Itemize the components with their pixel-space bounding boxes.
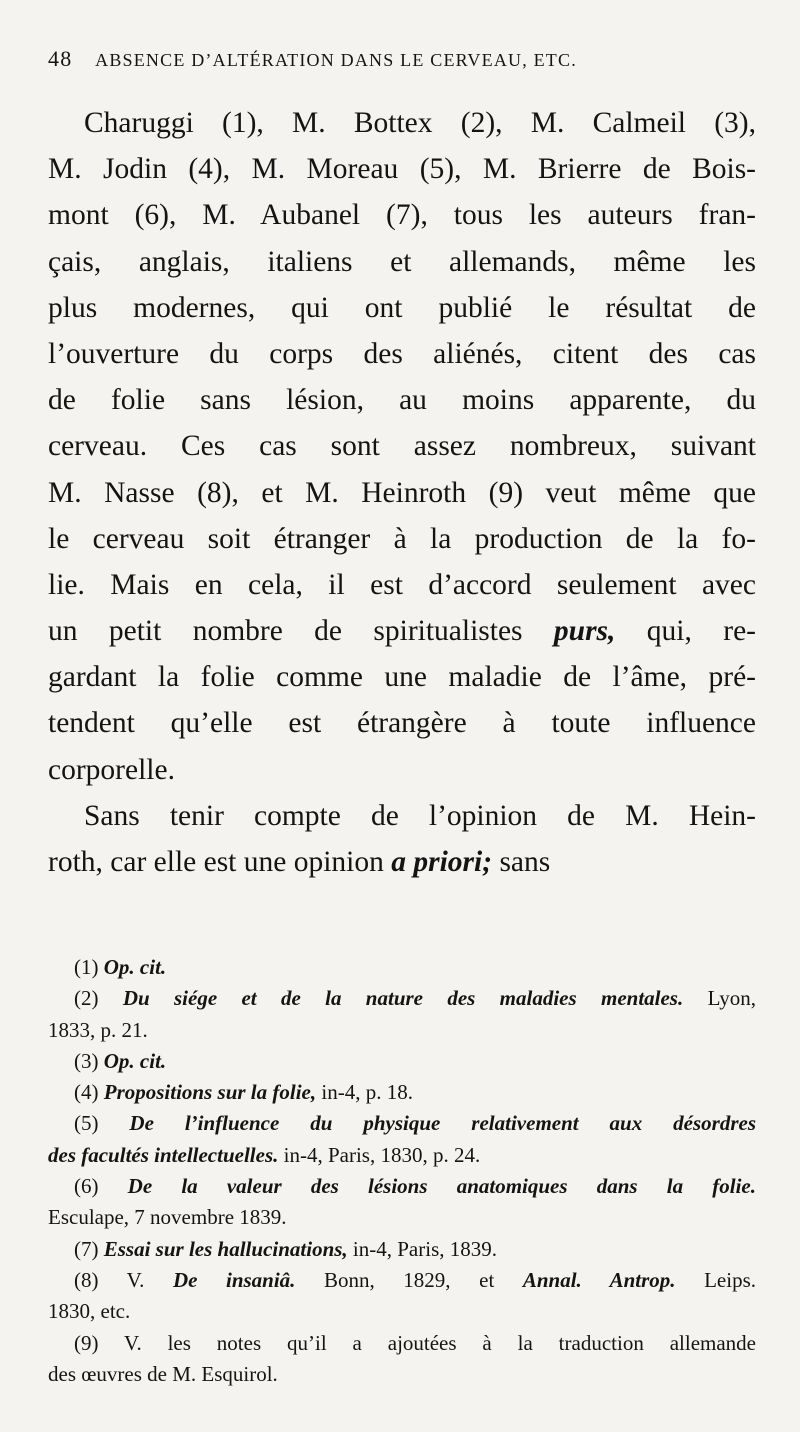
text-run: (9) V. les notes qu’il a ajoutées à la traduction allemande — [74, 1330, 756, 1355]
text-run: plus modernes, qui ont publié le résultat de — [48, 291, 756, 324]
italic-text: De l’influence du physique relativement aux désordres — [129, 1111, 756, 1136]
italic-text: Op. cit. — [103, 955, 167, 979]
italic-text: des facultés intellectuelles. — [48, 1142, 279, 1167]
text-run: cerveau. Ces cas sont assez nombreux, suivant — [48, 430, 756, 463]
footnotes — [48, 952, 756, 1390]
text-run: Esculape, 7 novembre 1839. — [48, 1205, 287, 1230]
text-line — [48, 470, 756, 516]
text-line — [48, 516, 756, 562]
text-run: qui, re- — [615, 615, 756, 648]
footnote-line — [48, 1234, 756, 1265]
text-line — [48, 100, 756, 146]
italic-text: a priori; — [391, 846, 493, 878]
text-line — [48, 331, 756, 377]
text-run: Bonn, 1829, et — [295, 1267, 523, 1292]
body-text — [48, 100, 756, 885]
running-header — [48, 46, 708, 72]
text-line — [48, 608, 756, 654]
text-run: (1) — [74, 955, 104, 979]
italic-text: Annal. Antrop. — [522, 1267, 676, 1292]
text-run: in-4, Paris, 1839. — [347, 1236, 497, 1261]
text-run: M. Nasse (8), et M. Heinroth (9) veut même que — [48, 476, 756, 509]
text-line — [48, 747, 756, 793]
text-run: (6) — [74, 1174, 128, 1199]
footnote-line — [48, 1140, 756, 1171]
italic-text: Propositions sur la folie, — [103, 1080, 317, 1105]
text-run: çais, anglais, italiens et allemands, même les — [48, 245, 756, 278]
text-run: Lyon, — [683, 986, 756, 1011]
text-run: sans — [492, 846, 551, 878]
text-run: M. Jodin (4), M. Moreau (5), M. Brierre de Bois- — [48, 153, 756, 186]
text-line — [48, 377, 756, 423]
text-line — [48, 285, 756, 331]
footnote-line — [48, 1077, 756, 1108]
footnote-line — [48, 1171, 756, 1202]
italic-text: De insaniâ. — [172, 1267, 296, 1292]
text-run: un petit nombre de spiritualistes — [48, 615, 554, 648]
text-run: corporelle. — [48, 753, 175, 786]
text-run: (5) — [74, 1111, 130, 1136]
text-run: (8) V. — [74, 1267, 173, 1292]
running-title: ABSENCE D’ALTÉRATION DANS LE CERVEAU, ETC. — [95, 50, 577, 70]
text-line — [48, 654, 756, 700]
text-run: in-4, Paris, 1830, p. 24. — [278, 1142, 481, 1167]
italic-text: De la valeur des lésions anatomiques dans la folie. — [127, 1174, 756, 1199]
italic-text: purs, — [553, 615, 616, 648]
text-run: Leips. — [675, 1267, 756, 1292]
text-run: (2) — [74, 986, 123, 1011]
text-line — [48, 423, 756, 469]
text-run: l’ouverture du corps des aliénés, citent des cas — [48, 337, 756, 370]
text-run: (3) — [74, 1048, 104, 1073]
text-line — [48, 700, 756, 746]
text-line — [48, 239, 756, 285]
text-line — [48, 146, 756, 192]
footnote-line — [48, 1328, 756, 1359]
text-run: roth, car elle est une opinion — [48, 846, 392, 878]
text-run: Sans tenir compte de l’opinion de M. Hein- — [84, 799, 756, 832]
footnote-line — [48, 1015, 756, 1046]
page-number: 48 — [48, 46, 73, 71]
text-line — [48, 839, 756, 885]
text-run: 1830, etc. — [48, 1299, 131, 1324]
footnote-line — [48, 952, 756, 983]
text-run: gardant la folie comme une maladie de l’âme, pré- — [48, 661, 756, 694]
text-run: (7) — [74, 1236, 104, 1261]
text-run: (4) — [74, 1080, 104, 1105]
text-run: in-4, p. 18. — [316, 1080, 413, 1105]
text-run: tendent qu’elle est étrangère à toute influence — [48, 707, 756, 740]
footnote-line — [48, 1046, 756, 1077]
italic-text: Essai sur les hallucinations, — [103, 1236, 348, 1261]
italic-text: Op. cit. — [103, 1048, 167, 1073]
text-run: de folie sans lésion, au moins apparente, du — [48, 384, 756, 417]
text-line — [48, 793, 756, 839]
text-run: lie. Mais en cela, il est d’accord seulement avec — [48, 568, 756, 601]
footnote-line — [48, 1359, 756, 1390]
text-run: le cerveau soit étranger à la production de la fo- — [48, 522, 756, 555]
footnote-line — [48, 1202, 756, 1233]
italic-text: Du siége et de la nature des maladies mentales. — [122, 986, 684, 1011]
text-line — [48, 192, 756, 238]
text-run: des œuvres de M. Esquirol. — [48, 1361, 278, 1386]
text-run: 1833, p. 21. — [48, 1017, 148, 1042]
footnote-line — [48, 1296, 756, 1327]
footnote-line — [48, 1265, 756, 1296]
footnote-line — [48, 983, 756, 1014]
footnote-line — [48, 1108, 756, 1139]
text-line — [48, 562, 756, 608]
text-run: Charuggi (1), M. Bottex (2), M. Calmeil (3), — [84, 107, 756, 139]
text-run: mont (6), M. Aubanel (7), tous les auteurs fran- — [48, 199, 756, 232]
